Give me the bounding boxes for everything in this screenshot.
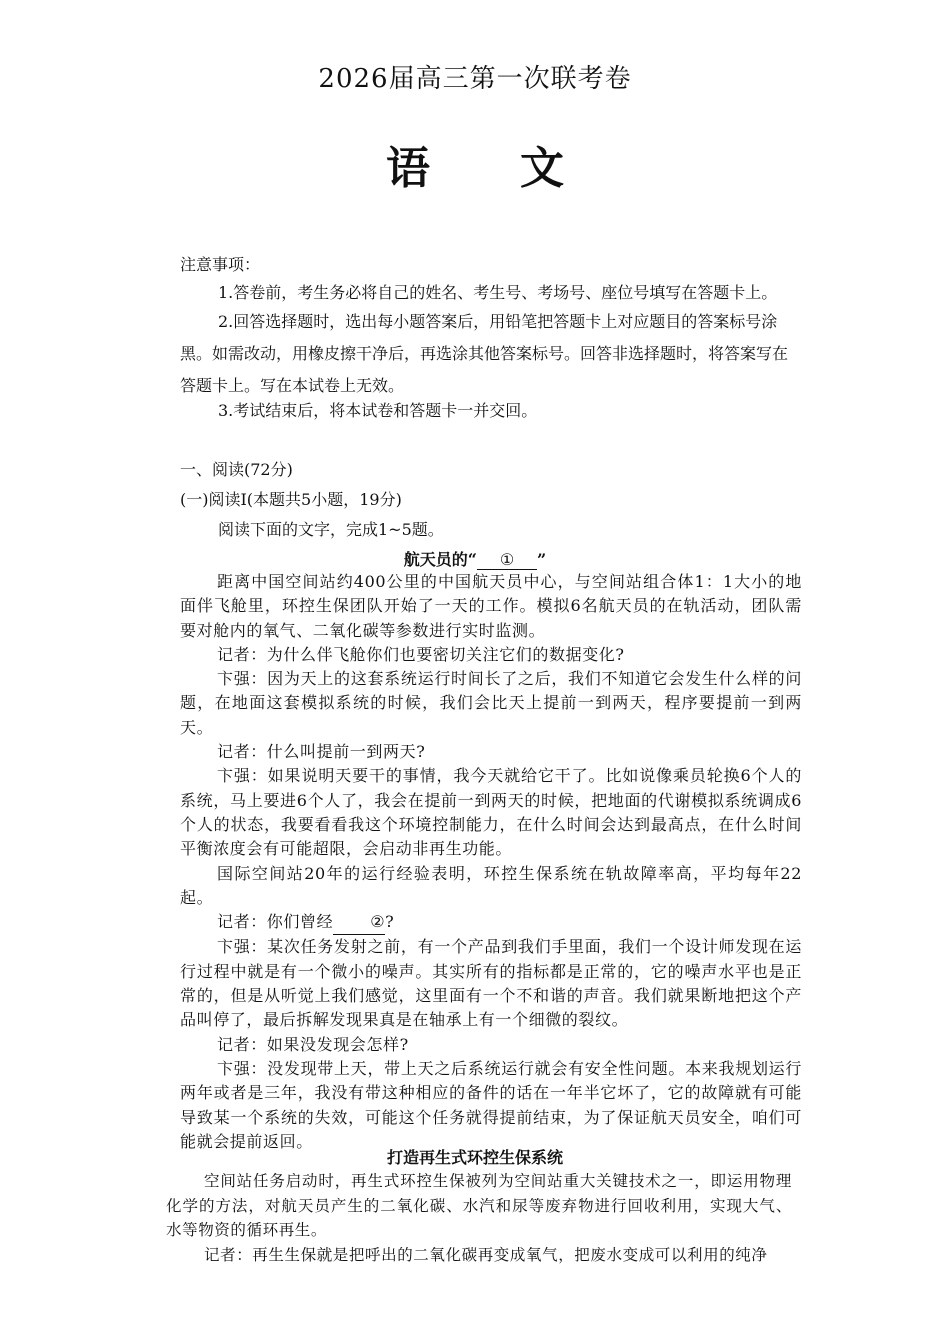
note-item-2: 2.回答选择题时，选出每小题答案后，用铅笔把答题卡上对应题目的答案标号涂黑。如需改动，用橡皮擦干净后，再选涂其他答案标号。回答非选择题时，将答案写在答题卡上。写在本试卷上无效。 bbox=[180, 312, 789, 395]
article-paragraph: 卞强：如果说明天要干的事情，我今天就给它干了。比如说像乘员轮换6个人的系统，马上要进6个人了，我会在提前一到两天的时候，把地面的代谢模拟系统调成6个人的状态，我要看看我这个环境控制能力，在什么时间会达到最高点，在什么时间平衡浓度会有可能超限，会启动非再生功能。 bbox=[180, 766, 802, 859]
article-paragraph: 记者：为什么伴飞舱你们也要密切关注它们的数据变化? bbox=[217, 644, 625, 664]
article-paragraph: 距离中国空间站约400公里的中国航天员中心，与空间站组合体1：1大小的地面伴飞舱里，环控生保团队开始了一天的工作。模拟6名航天员的在轨活动，团队需要对舱内的氧气、二氧化碳等参数进行实时监测。 bbox=[180, 572, 802, 640]
note-item-1: 1.答卷前，考生务必将自己的姓名、考生号、考场号、座位号填写在答题卡上。 bbox=[218, 283, 778, 302]
section-heading: 一、阅读(72分) bbox=[180, 460, 293, 479]
article-title-prefix: 航天员的“ bbox=[403, 550, 477, 569]
article-title-suffix: ” bbox=[537, 550, 547, 569]
question-2-prefix: 记者：你们曾经 bbox=[217, 912, 334, 932]
notes-heading: 注意事项： bbox=[180, 255, 261, 274]
reading-instruction: 阅读下面的文字，完成1~5题。 bbox=[218, 520, 444, 539]
article-paragraph: 记者：如果没发现会怎样? bbox=[217, 1034, 409, 1054]
article-paragraph: 国际空间站20年的运行经验表明，环控生保系统在轨故障率高，平均每年22起。 bbox=[180, 863, 802, 907]
article-paragraph: 记者：再生生保就是把呼出的二氧化碳再变成氧气，把废水变成可以利用的纯净 bbox=[204, 1245, 768, 1264]
article-title bbox=[0, 547, 950, 570]
subsection-heading: (一)阅读Ⅰ(本题共5小题，19分) bbox=[180, 490, 402, 509]
article-paragraph: 卞强：因为天上的这套系统运行时间长了之后，我们不知道它会发生什么样的问题，在地面这套模拟系统的时候，我们会比天上提前一到两天，程序要提前一到两天。 bbox=[180, 669, 802, 737]
article-paragraph: 空间站任务启动时，再生式环控生保被列为空间站重大关键技术之一，即运用物理化学的方法，对航天员产生的二氧化碳、水汽和尿等废弃物进行回收利用，实现大气、水等物资的循环再生。 bbox=[166, 1172, 792, 1239]
subject-title: 语文 bbox=[386, 143, 654, 194]
question-2-line bbox=[180, 910, 802, 935]
article-paragraph: 记者：什么叫提前一到两天? bbox=[217, 742, 426, 762]
article-subheading: 打造再生式环控生保系统 bbox=[386, 1148, 563, 1167]
question-2-suffix: ? bbox=[385, 912, 395, 932]
article-paragraph: 卞强：某次任务发射之前，有一个产品到我们手里面，我们一个设计师发现在运行过程中就是有一个微小的噪声。其实所有的指标都是正常的，它的噪声水平也是正常的，但是从听觉上我们感觉，这里面有一个不和谐的声音。我们就果断地把这个产品叫停了，最后拆解发现果真是在轴承上有一个细微的裂纹。 bbox=[180, 937, 802, 1030]
article-paragraph: 卞强：没发现带上天，带上天之后系统运行就会有安全性问题。本来我规划运行两年或者是三年，我没有带这种相应的备件的话在一年半它坏了，它的故障就有可能导致某一个系统的失效，可能这个任务就得提前结束，为了保证航天员安全，咱们可能就会提前返回。 bbox=[180, 1058, 802, 1151]
article-body bbox=[180, 570, 802, 1154]
title-blank-1: ① bbox=[477, 550, 537, 570]
exam-title: 2026届高三第一次联考卷 bbox=[318, 64, 632, 94]
article-body-2 bbox=[166, 1169, 792, 1267]
question-blank-2: ② bbox=[333, 910, 385, 935]
note-item-3: 3.考试结束后，将本试卷和答题卡一并交回。 bbox=[218, 401, 538, 420]
